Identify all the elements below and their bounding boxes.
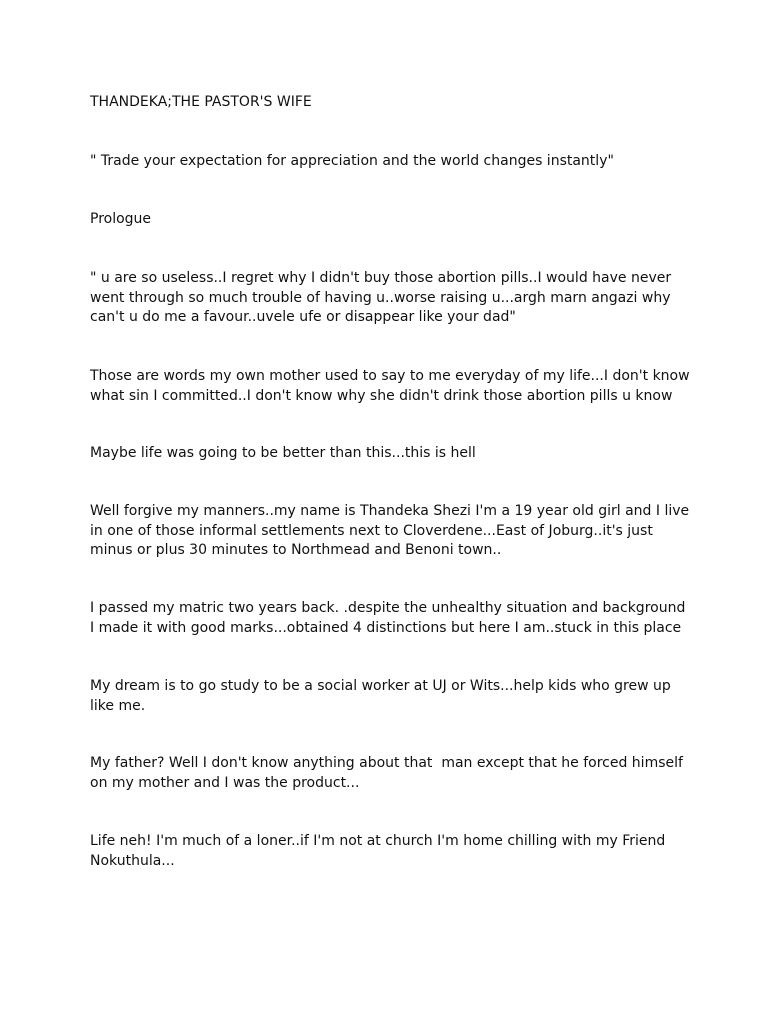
epigraph-quote: " Trade your expectation for appreciation and the world changes instantly" [90, 153, 614, 169]
paragraph-6: My dream is to go study to be a social worker at UJ or Wits...help kids who grew up like me. [90, 678, 676, 714]
document-title: THANDEKA;THE PASTOR'S WIFE [90, 94, 312, 110]
paragraph-8: Life neh! I'm much of a loner..if I'm not at church I'm home chilling with my Friend Nokuthula... [90, 833, 670, 869]
paragraph-3: Maybe life was going to be better than this...this is hell [90, 445, 476, 461]
paragraph-4: Well forgive my manners..my name is Thandeka Shezi I'm a 19 year old girl and I live in one of those informal settlements next to Cloverdene...East of Joburg..it's just minus or plus 30 minutes to Northmead and Benoni town.. [90, 503, 694, 558]
paragraph-7: My father? Well I don't know anything about that man except that he forced himself on my mother and I was the product... [90, 755, 688, 791]
paragraph-5: I passed my matric two years back. .despite the unhealthy situation and background I made it with good marks...obtained 4 distinctions but here I am..stuck in this place [90, 600, 690, 636]
paragraph-1: " u are so useless..I regret why I didn't buy those abortion pills..I would have never went through so much trouble of having u..worse raising u...argh marn angazi why can't u do me a favour..uvele ufe or disappear like your dad" [90, 270, 676, 325]
prologue-heading: Prologue [90, 211, 152, 227]
paragraph-2: Those are words my own mother used to say to me everyday of my life...I don't know what sin I committed..I don't know why she didn't drink those abortion pills u know [90, 368, 695, 404]
